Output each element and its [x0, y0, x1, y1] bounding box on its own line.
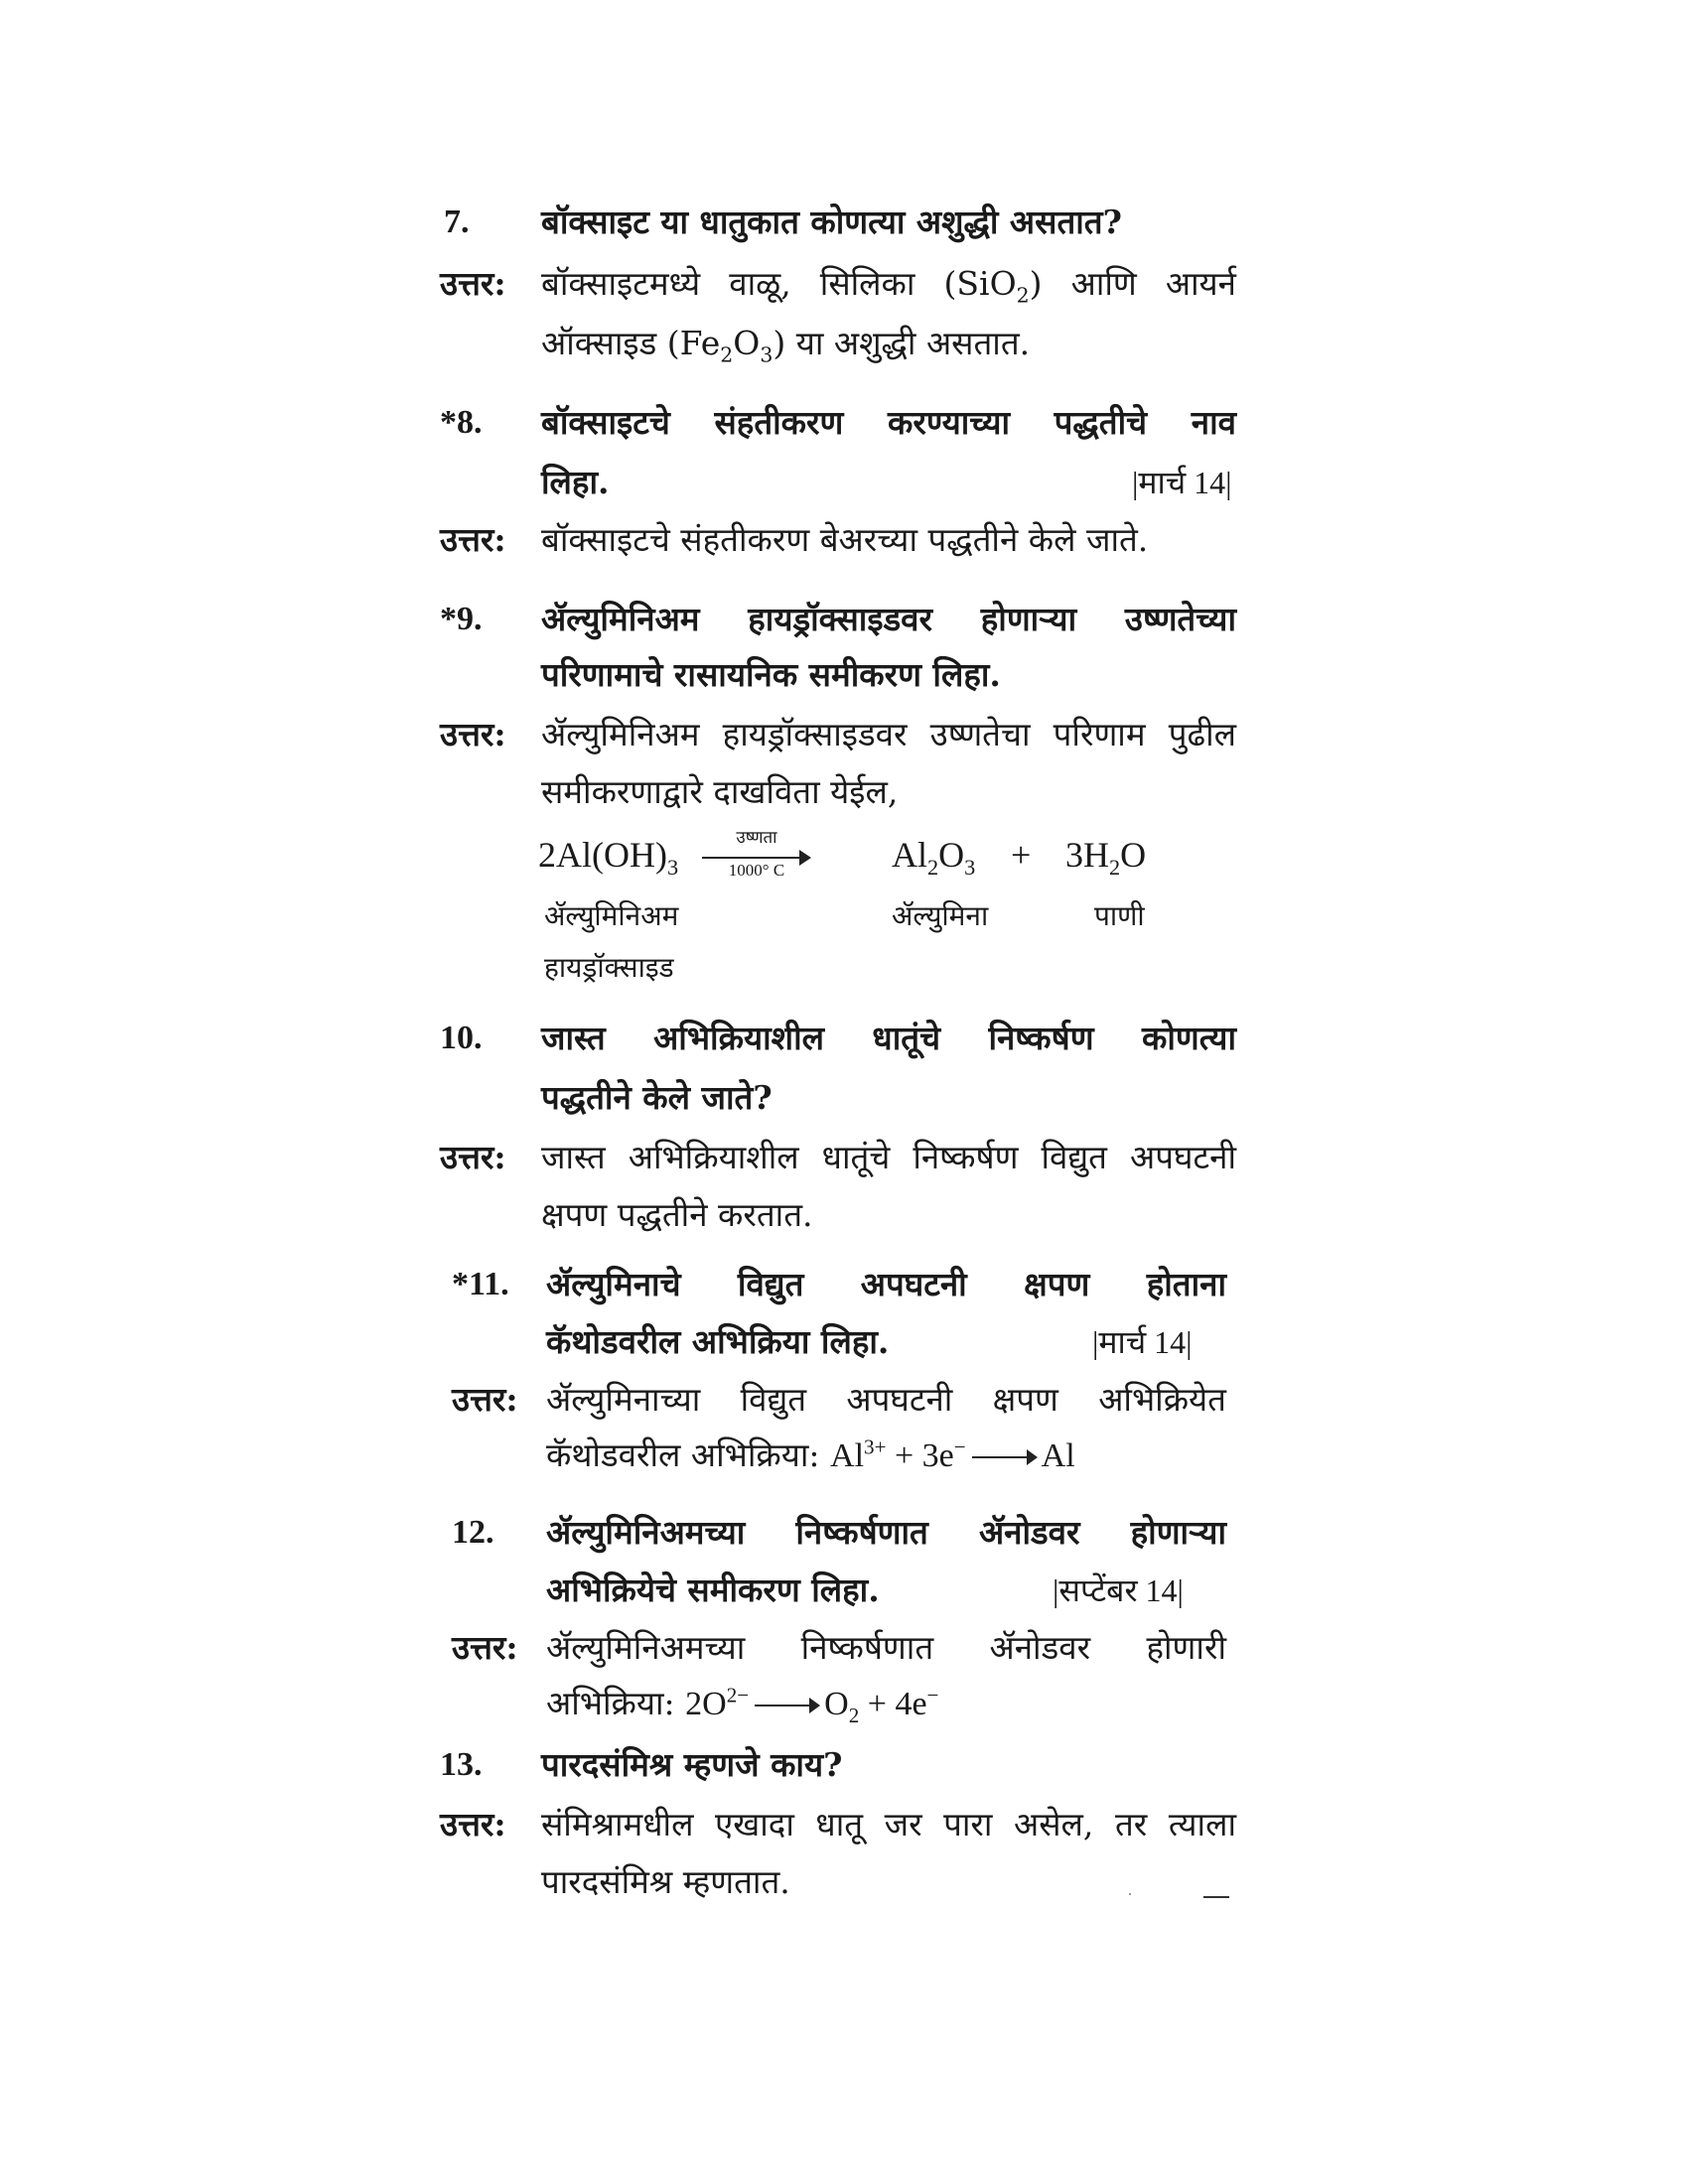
answer-11 — [0, 1372, 1688, 1428]
question-11-line-2 — [0, 1314, 1688, 1370]
answer-label: उत्तर: — [452, 1380, 518, 1419]
equation-product-alumina: $Al_2O_3$ — [892, 835, 976, 881]
answer-10 — [0, 1130, 1688, 1185]
question-8-line-2 — [0, 455, 1688, 510]
question-13 — [0, 1737, 1688, 1793]
question-number: *11. — [452, 1266, 509, 1302]
question-text: परिणामाचे रासायनिक समीकरण लिहा. — [541, 655, 1001, 694]
question-text: अभिक्रियेचे समीकरण लिहा. — [546, 1570, 880, 1609]
equation-plus: + — [1011, 835, 1032, 875]
equation-product-water: $3H_2O$ — [1065, 835, 1147, 881]
answer-label: उत्तर: — [440, 264, 506, 303]
question-text: जास्त अभिक्रियाशील धातूंचे निष्कर्षण कोणत्या — [541, 1019, 1236, 1057]
answer-label: उत्तर: — [440, 715, 506, 753]
question-9-line-2 — [0, 647, 1688, 703]
answer-7 — [0, 256, 1688, 312]
question-number: 12. — [452, 1514, 494, 1551]
question-text: ॲल्युमिनाचे विद्युत अपघटनी क्षपण होताना — [546, 1265, 1226, 1303]
answer-text: संमिश्रामधील एखादा धातू जर पारा असेल, तर त्याला — [541, 1805, 1236, 1843]
question-text: ॲल्युमिनिअमच्या निष्कर्षणात ॲनोडवर होणाऱ्या — [546, 1513, 1226, 1552]
question-12 — [0, 1505, 1688, 1561]
arrow-condition-temp: 1000° C — [728, 861, 785, 880]
question-12-line-2 — [0, 1563, 1688, 1618]
question-number: 13. — [440, 1746, 483, 1783]
exam-tag: |मार्च 14| — [1092, 1324, 1193, 1360]
answer-text: जास्त अभिक्रियाशील धातूंचे निष्कर्षण विद्युत अपघटनी — [541, 1138, 1236, 1176]
answer-11-line-2 — [0, 1428, 1688, 1483]
arrow-icon — [972, 1456, 1036, 1458]
question-number: *8. — [440, 404, 483, 441]
label-reactant: ॲल्युमिनिअम — [544, 899, 679, 932]
question-8 — [0, 395, 1688, 451]
answer-label: उत्तर: — [440, 1805, 506, 1843]
question-10 — [0, 1011, 1688, 1066]
answer-reaction: कॅथोडवरील अभिक्रिया: $Al^{3+} + 3e^-$ Al — [546, 1434, 1075, 1474]
arrow-condition-heat: उष्णता — [736, 828, 777, 848]
reaction-arrow — [702, 829, 811, 888]
question-text: लिहा. — [541, 463, 610, 501]
question-text: बॉक्साइटचे संहतीकरण करण्याच्या पद्धतीचे नाव — [541, 403, 1236, 442]
answer-text: बॉक्साइटचे संहतीकरण बेअरच्या पद्धतीने केले जाते. — [541, 520, 1149, 559]
question-number: 7. — [444, 204, 470, 240]
label-product-water: पाणी — [1094, 899, 1145, 932]
equation-reactant: $2Al(OH)_3$ — [538, 835, 679, 881]
question-text: ॲल्युमिनिअम हायड्रॉक्साइडवर होणाऱ्या उष्णतेच्या — [541, 600, 1236, 638]
answer-text: ॲल्युमिनिअमच्या निष्कर्षणात ॲनोडवर होणारी — [546, 1628, 1226, 1667]
question-10-line-2 — [0, 1070, 1688, 1126]
answer-10-line-2 — [0, 1187, 1688, 1243]
label-product-alumina: ॲल्युमिना — [892, 899, 989, 932]
answer-13-line-2 — [0, 1854, 1688, 1910]
question-text: कॅथोडवरील अभिक्रिया लिहा. — [546, 1322, 890, 1361]
question-text: पारदसंमिश्र म्हणजे काय? — [541, 1745, 843, 1784]
scan-dot — [1129, 1893, 1131, 1895]
question-number: 10. — [440, 1020, 483, 1056]
answer-text: ॲल्युमिनिअम हायड्रॉक्साइडवर उष्णतेचा परिणाम पुढील — [541, 715, 1236, 753]
exam-tag: |सप्टेंबर 14| — [1053, 1572, 1184, 1608]
answer-reaction: अभिक्रिया: $2O^{2-}$ $O_2 + 4e^-$ — [546, 1683, 939, 1727]
question-number: *9. — [440, 601, 483, 637]
answer-text: ॲल्युमिनाच्या विद्युत अपघटनी क्षपण अभिक्रियेत — [546, 1380, 1226, 1419]
arrow-shaft-icon — [702, 857, 805, 859]
answer-label: उत्तर: — [452, 1628, 518, 1667]
answer-label: उत्तर: — [440, 520, 506, 559]
answer-12-line-2 — [0, 1676, 1688, 1731]
answer-text: ऑक्साइड $(Fe_2O_3)$ या अशुद्धी असतात. — [541, 324, 1031, 367]
question-7 — [0, 195, 1688, 250]
question-9 — [0, 592, 1688, 647]
scan-mark — [1203, 1896, 1229, 1898]
question-text: पद्धतीने केले जाते? — [541, 1078, 773, 1117]
arrow-icon — [755, 1705, 818, 1706]
answer-9-line-2 — [0, 764, 1688, 820]
answer-text: समीकरणाद्वारे दाखविता येईल, — [541, 772, 899, 811]
answer-text: बॉक्साइटमध्ये वाळू, सिलिका (SiO$_2$) आणि आयर्न — [541, 264, 1236, 308]
answer-12 — [0, 1620, 1688, 1676]
answer-label: उत्तर: — [440, 1138, 506, 1176]
answer-9 — [0, 707, 1688, 762]
answer-text: पारदसंमिश्र म्हणतात. — [541, 1862, 790, 1901]
answer-8 — [0, 512, 1688, 568]
answer-7-line-2 — [0, 316, 1688, 371]
label-reactant-2: हायड्रॉक्साइड — [544, 951, 674, 984]
answer-text: क्षपण पद्धतीने करतात. — [541, 1195, 813, 1234]
exam-tag: |मार्च 14| — [1132, 465, 1232, 500]
answer-13 — [0, 1797, 1688, 1852]
question-text: बॉक्साइट या धातुकात कोणत्या अशुद्धी असतात? — [541, 203, 1122, 241]
question-11 — [0, 1257, 1688, 1312]
